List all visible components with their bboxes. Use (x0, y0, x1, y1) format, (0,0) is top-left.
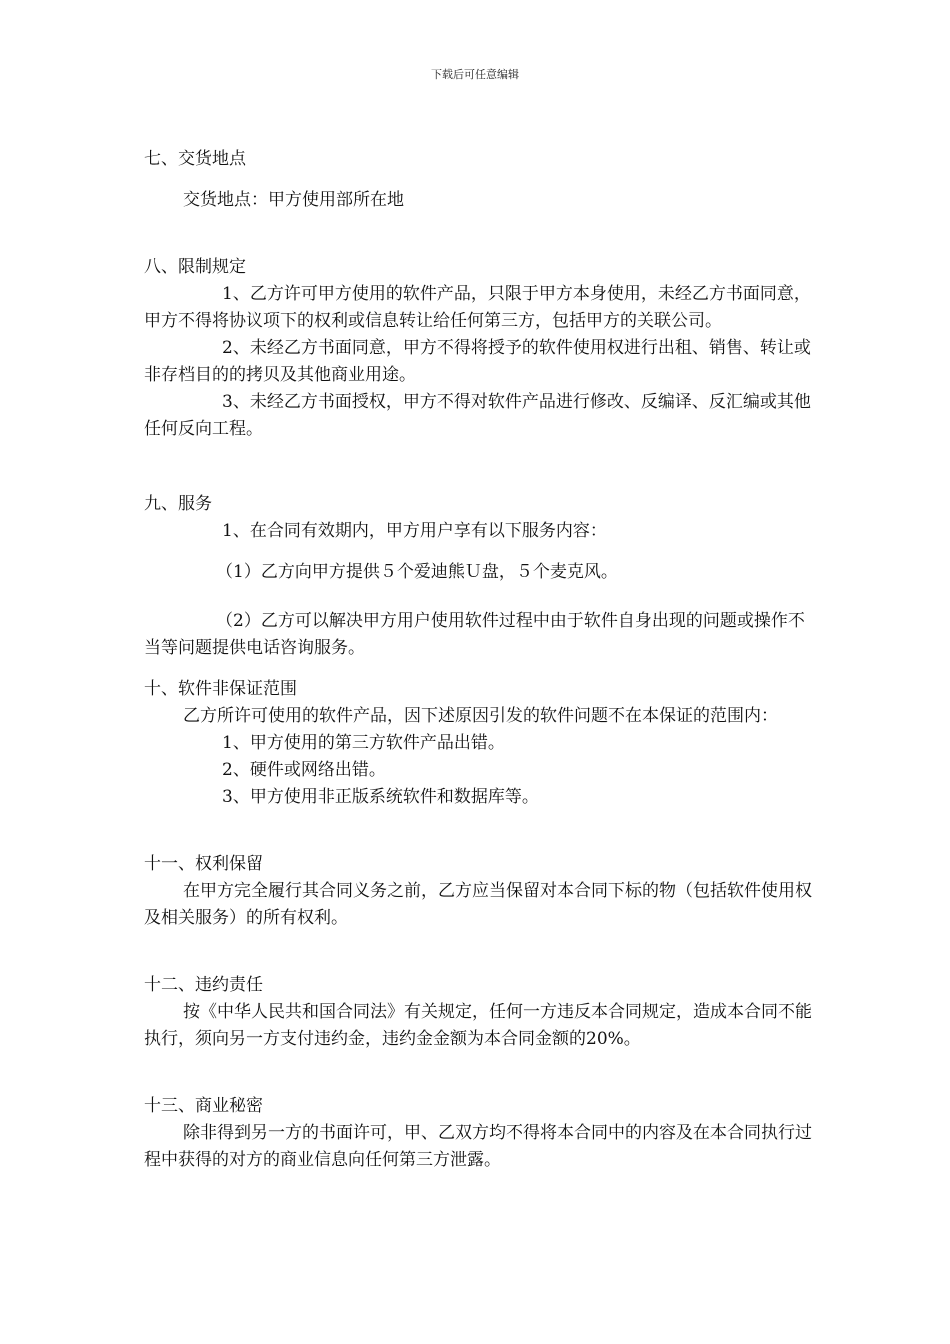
section-rights-reservation (144, 851, 812, 932)
paragraph: 按《中华人民共和国合同法》有关规定，任何一方违反本合同规定，造成本合同不能执行，须向另一方支付违约金，违约金金额为本合同金额的20%。 (144, 1002, 812, 1049)
paragraph: 2、未经乙方书面同意，甲方不得将授予的软件使用权进行出租、销售、转让或非存档目的的拷贝及其他商业用途。 (144, 338, 811, 385)
section-non-warranty-scope (144, 676, 812, 811)
paragraph: （2）乙方可以解决甲方用户使用软件过程中由于软件自身出现的问题或操作不当等问题提供电话咨询服务。 (144, 611, 805, 658)
section-title: 十、软件非保证范围 (144, 679, 297, 699)
paragraph: 除非得到另一方的书面许可，甲、乙双方均不得将本合同中的内容及在本合同执行过程中获得的对方的商业信息向任何第三方泄露。 (144, 1123, 812, 1170)
section-title: 九、服务 (144, 494, 212, 514)
section-title: 十三、商业秘密 (144, 1096, 263, 1116)
section-trade-secrets (144, 1093, 812, 1174)
paragraph: 1、乙方许可甲方使用的软件产品，只限于甲方本身使用，未经乙方书面同意，甲方不得将协议项下的权利或信息转让给任何第三方，包括甲方的关联公司。 (144, 284, 811, 331)
paragraph: 在甲方完全履行其合同义务之前，乙方应当保留对本合同下标的物（包括软件使用权及相关服务）的所有权利。 (144, 881, 812, 928)
paragraph: 交货地点：甲方使用部所在地 (183, 190, 404, 210)
paragraph: 乙方所许可使用的软件产品，因下述原因引发的软件问题不在本保证的范围内： (183, 706, 778, 726)
section-liability-for-breach (144, 972, 812, 1053)
list-item: 1、甲方使用的第三方软件产品出错。 (222, 733, 505, 753)
paragraph: 1、在合同有效期内，甲方用户享有以下服务内容： (222, 521, 607, 541)
paragraph: 3、未经乙方书面授权，甲方不得对软件产品进行修改、反编译、反汇编或其他任何反向工程。 (144, 392, 811, 439)
section-services (144, 491, 812, 662)
section-restrictions (144, 254, 812, 443)
paragraph: （1）乙方向甲方提供５个爱迪熊Ｕ盘，５个麦克风。 (216, 562, 618, 582)
section-title: 十二、违约责任 (144, 975, 263, 995)
section-title: 十一、权利保留 (144, 854, 263, 874)
section-delivery-location (144, 146, 812, 214)
page-header: 下载后可任意编辑 (431, 68, 519, 81)
section-title: 八、限制规定 (144, 257, 246, 277)
section-title: 七、交货地点 (144, 149, 246, 169)
list-item: 3、甲方使用非正版系统软件和数据库等。 (222, 787, 539, 807)
list-item: 2、硬件或网络出错。 (222, 760, 386, 780)
document-body (144, 146, 812, 1174)
